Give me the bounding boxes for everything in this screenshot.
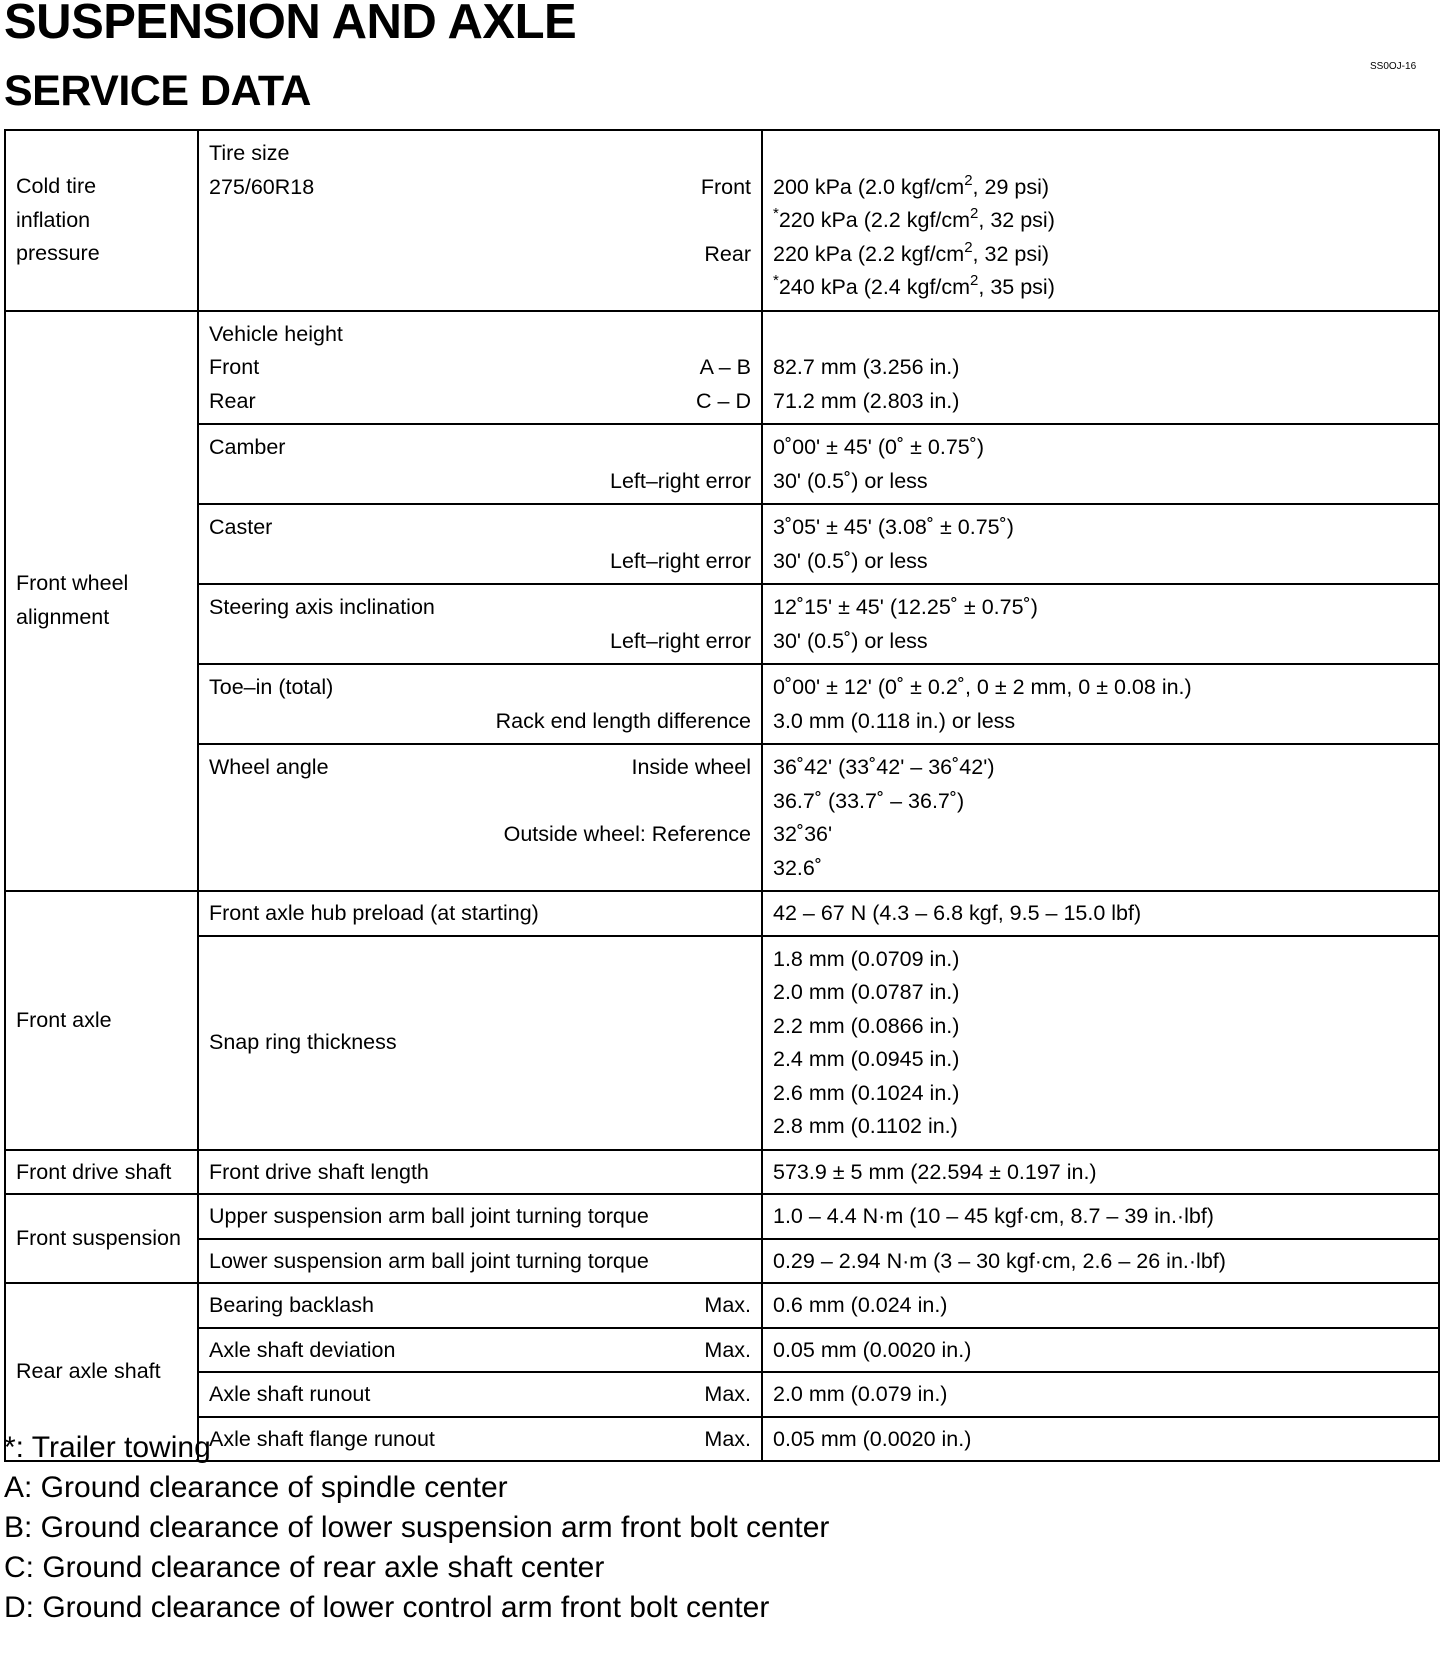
category-text: Front drive shaft [16,1159,172,1184]
service-data-table [4,129,1440,1462]
item-heading: Vehicle height [209,321,343,346]
footnote: *: Trailer towing [4,1431,211,1464]
item-cell: Camber Left–right error [198,424,762,504]
footnote: D: Ground clearance of lower control arm front bolt center [4,1591,770,1624]
rear-label: Rear [704,241,751,266]
table-row [5,1372,1439,1417]
category-text: Front wheel [16,571,129,596]
item-cell: Axle shaft deviation Max. [198,1328,762,1373]
item-cell [198,130,762,311]
item-cell: Axle shaft flange runout Max. [198,1417,762,1462]
towing-mark: * [773,205,779,222]
footnote: C: Ground clearance of rear axle shaft center [4,1551,605,1584]
category-text: Front suspension [16,1225,181,1250]
value-cell: 3˚05' ± 45' (3.08˚ ± 0.75˚) 30' (0.5˚) or less [762,504,1439,584]
value-cell: 1.0 – 4.4 N·m (10 – 45 kgf·cm, 8.7 – 39 in.·lbf) [762,1194,1439,1239]
front-label: Front [700,174,751,199]
front-pressure: 200 kPa (2.0 kgf/$cm^2$, 29 psi) [773,171,1050,199]
towing-mark: * [773,272,779,289]
table-row [5,130,1439,311]
value-cell [762,130,1439,311]
value-cell: 0.29 – 2.94 N·m (3 – 30 kgf·cm, 2.6 – 26 in.·lbf) [762,1239,1439,1284]
table-row [5,936,1439,1150]
table-row [5,584,1439,664]
table-row [5,1239,1439,1284]
value-cell: 12˚15' ± 45' (12.25˚ ± 0.75˚) 30' (0.5˚) or less [762,584,1439,664]
item-heading: Wheel angle [209,755,329,779]
footnote: B: Ground clearance of lower suspension arm front bolt center [4,1511,830,1544]
category-text: Cold tire [16,174,97,198]
category-text: alignment [16,604,110,629]
front-towing-pressure: *220 kPa (2.2 kgf/$cm^2$, 32 psi) [773,205,1055,232]
value-cell: 0.05 mm (0.0020 in.) [762,1417,1439,1462]
item-heading: Steering axis inclination [209,595,435,619]
category-cell [5,1194,198,1283]
document-code: SS0OJ-16 [1370,61,1417,72]
value-cell: 1.8 mm (0.0709 in.) 2.0 mm (0.0787 in.) 2.2 mm (0.0866 in.) 2.4 mm (0.0945 in.) 2.6 mm (0.1024 in.) 2.8 mm (0.1102 in.) [762,936,1439,1150]
value-cell: 2.0 mm (0.079 in.) [762,1372,1439,1417]
rear-pressure: 220 kPa (2.2 kgf/$cm^2$, 32 psi) [773,238,1050,266]
table-row [5,664,1439,744]
value-cell: 0.6 mm (0.024 in.) [762,1283,1439,1328]
tire-size: 275/60R18 [209,174,315,199]
category-text: pressure [16,241,100,265]
category-cell [5,311,198,892]
item-heading: Toe–in (total) [209,675,334,699]
value-cell: 42 – 67 N (4.3 – 6.8 kgf, 9.5 – 15.0 lbf) [762,891,1439,936]
item-cell: Caster Left–right error [198,504,762,584]
value-cell: 36˚42' (33˚42' – 36˚42') 36.7˚ (33.7˚ – 36.7˚) 32˚36' 32.6˚ [762,744,1439,891]
table-row [5,744,1439,891]
category-text: Front axle [16,1007,112,1032]
category-cell [5,130,198,311]
value-cell: 0˚00' ± 45' (0˚ ± 0.75˚) 30' (0.5˚) or less [762,424,1439,504]
item-cell: Upper suspension arm ball joint turning torque [198,1194,762,1239]
value-cell: 0.05 mm (0.0020 in.) [762,1328,1439,1373]
item-cell: Snap ring thickness [198,936,762,1150]
category-cell [5,891,198,1150]
item-cell: Vehicle height Front A – B Rear C – D [198,311,762,425]
table-row [5,504,1439,584]
item-cell: Lower suspension arm ball joint turning torque [198,1239,762,1284]
item-cell: Toe–in (total) Rack end length difference [198,664,762,744]
item-cell: Axle shaft runout Max. [198,1372,762,1417]
table-row [5,1328,1439,1373]
page-subtitle: SERVICE DATA [4,67,311,115]
value-cell: 82.7 mm (3.256 in.) 71.2 mm (2.803 in.) [762,311,1439,425]
category-cell [5,1150,198,1195]
item-cell: Bearing backlash Max. [198,1283,762,1328]
footnotes [4,1428,829,1628]
item-heading: Camber [209,435,286,459]
table-row [5,1194,1439,1239]
category-text: inflation [16,207,91,232]
item-cell: Wheel angle Inside wheel Outside wheel: Reference [198,744,762,891]
item-heading: Caster [209,515,273,539]
table-row [5,424,1439,504]
item-cell: Front drive shaft length [198,1150,762,1195]
table-row [5,1150,1439,1195]
item-cell: Steering axis inclination Left–right error [198,584,762,664]
value-cell: 573.9 ± 5 mm (22.594 ± 0.197 in.) [762,1150,1439,1195]
page-title: SUSPENSION AND AXLE [4,0,577,49]
item-heading: Tire size [209,141,290,165]
table-row [5,1283,1439,1328]
category-text: Rear axle shaft [16,1359,161,1384]
table-row [5,891,1439,936]
item-cell: Front axle hub preload (at starting) [198,891,762,936]
footnote: A: Ground clearance of spindle center [4,1471,508,1504]
table-row [5,311,1439,425]
value-cell: 0˚00' ± 12' (0˚ ± 0.2˚, 0 ± 2 mm, 0 ± 0.08 in.) 3.0 mm (0.118 in.) or less [762,664,1439,744]
rear-towing-pressure: *240 kPa (2.4 kgf/$cm^2$, 35 psi) [773,272,1055,299]
